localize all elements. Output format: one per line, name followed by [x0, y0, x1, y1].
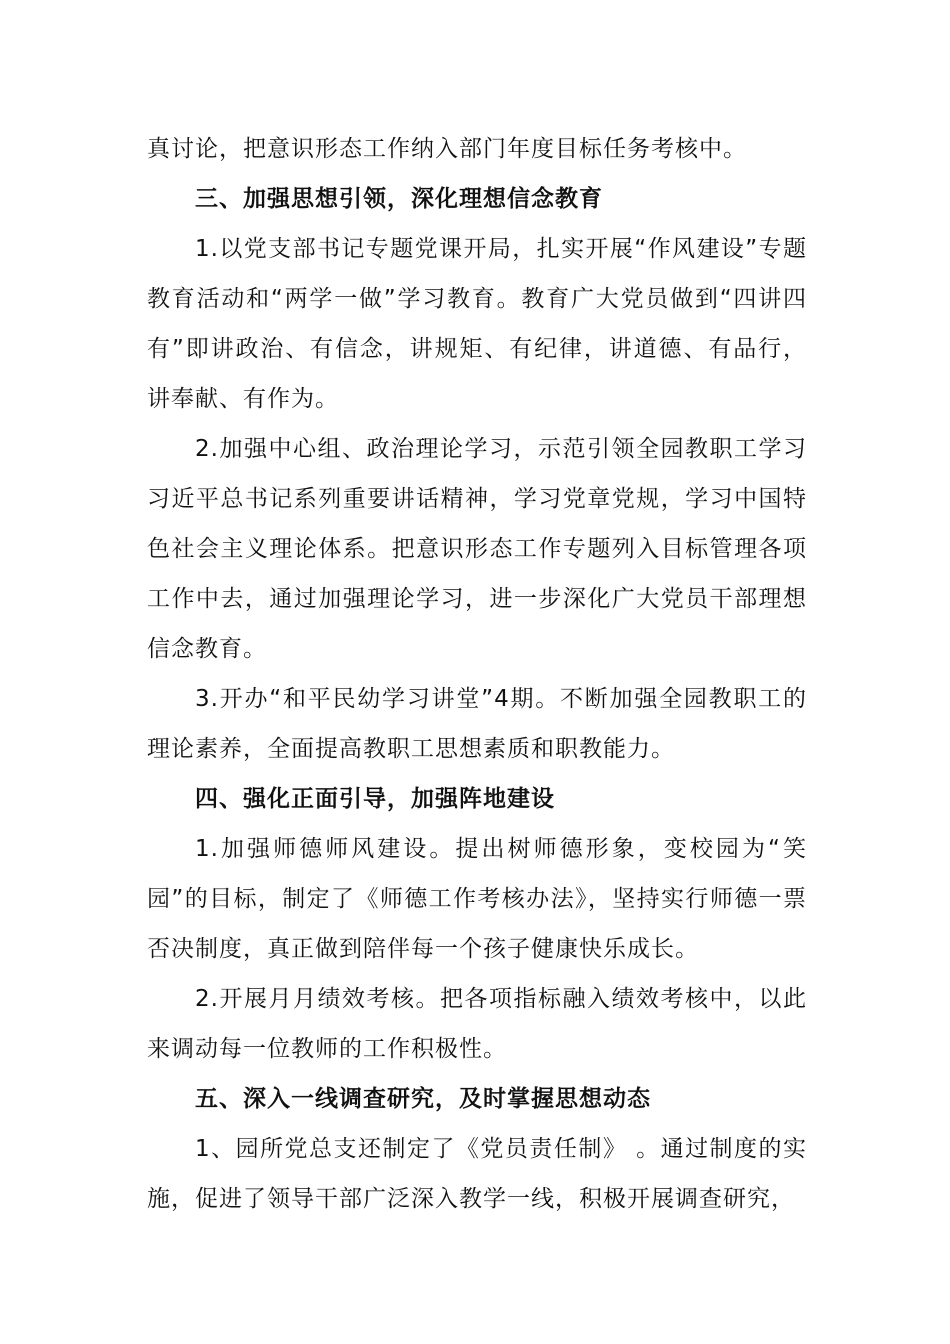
paragraph-4-2: 2.开展月月绩效考核。把各项指标融入绩效考核中，以此来调动每一位教师的工作积极性。	[147, 986, 807, 1062]
paragraph-3-1: 1.以党支部书记专题党课开局，扎实开展“作风建设”专题教育活动和“两学一做”学习教育。教育广大党员做到“四讲四有”即讲政治、有信念，讲规矩、有纪律，讲道德、有品行，讲奉献、有作为。	[147, 236, 807, 412]
section-heading-5: 五、深入一线调查研究，及时掌握思想动态	[195, 1086, 651, 1112]
paragraph-4-1: 1.加强师德师风建设。提出树师德形象，变校园为“笑园”的目标，制定了《师德工作考核办法》，坚持实行师德一票否决制度，真正做到陪伴每一个孩子健康快乐成长。	[147, 836, 807, 962]
paragraph-continuation: 真讨论，把意识形态工作纳入部门年度目标任务考核中。	[147, 136, 747, 162]
section-heading-3: 三、加强思想引领，深化理想信念教育	[195, 186, 603, 212]
paragraph-3-3: 3.开办“和平民幼学习讲堂”4期。不断加强全园教职工的理论素养，全面提高教职工思想素质和职教能力。	[147, 686, 807, 762]
paragraph-3-2: 2.加强中心组、政治理论学习，示范引领全园教职工学习习近平总书记系列重要讲话精神，学习党章党规，学习中国特色社会主义理论体系。把意识形态工作专题列入目标管理各项工作中去，通过加强理论学习，进一步深化广大党员干部理想信念教育。	[147, 436, 807, 662]
document-body	[147, 124, 807, 1224]
paragraph-5-1: 1、园所党总支还制定了《党员责任制》 。通过制度的实施，促进了领导干部广泛深入教学一线，积极开展调查研究，	[147, 1136, 807, 1212]
section-heading-4: 四、强化正面引导，加强阵地建设	[195, 786, 555, 812]
